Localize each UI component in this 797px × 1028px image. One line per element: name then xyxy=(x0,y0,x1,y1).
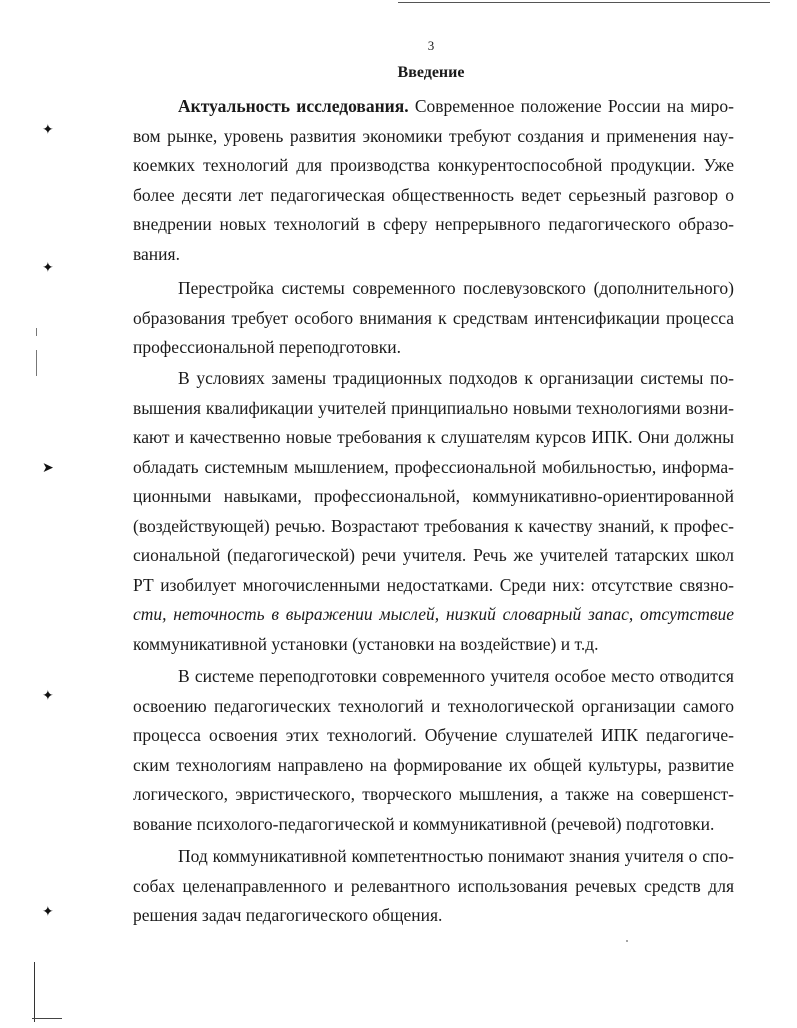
text-line: РТ изобилует многочисленными недостатками. Среди них: отсутствие связно- xyxy=(133,574,734,595)
text-line: (воздействующей) речью. Возрастают требования к качеству знаний, к профес- xyxy=(133,515,734,536)
text-line: Под коммуникативной компетентностью понимают знания учителя о спо- xyxy=(178,846,734,866)
text-line: ским технологиям направлено на формирование их общей культуры, развитие xyxy=(133,754,734,775)
text-line: коммуникативной установки (установки на воздействие) и т.д. xyxy=(133,633,599,654)
text-line: обладать системным мышлением, профессиональной мобильностью, информа- xyxy=(133,456,734,477)
text-line: решения задач педагогического общения. xyxy=(133,905,443,925)
paragraph-relevance xyxy=(133,92,734,269)
text-line: процесса освоения этих технологий. Обучение слушателей ИПК педагогиче- xyxy=(133,725,734,745)
text-line: образования требует особого внимания к средствам интенсификации процесса xyxy=(133,307,734,328)
text-line: коемких технологий для производства конкурентоспособной продукции. Уже xyxy=(133,155,734,175)
scan-edge-left xyxy=(34,962,35,1022)
scan-dust xyxy=(626,940,628,942)
text-line: сиональной (педагогической) речи учителя. Речь же учителей татарских школ xyxy=(133,545,734,565)
binding-hole-mark: ✦ xyxy=(42,905,54,920)
paragraph-competence xyxy=(133,842,734,931)
text-line: вышения квалификации учителей принципиально новыми технологиями возни- xyxy=(133,397,734,418)
text-line: внедрении новых технологий в сферу непрерывного педагогического образо- xyxy=(133,214,734,234)
text-line: Актуальность исследования. Современное положение России на миро- xyxy=(178,96,734,116)
binding-hole-mark: ✦ xyxy=(42,261,54,276)
lead-heading: Актуальность исследования. xyxy=(178,96,409,116)
text-line: В условиях замены традиционных подходов к организации системы по- xyxy=(178,368,734,388)
section-title: Введение xyxy=(397,64,465,81)
text-line: кают и качественно новые требования к слушателям курсов ИПК. Они должны xyxy=(133,427,734,447)
text-line: вование психолого-педагогической и коммуникативной (речевой) подготовки. xyxy=(133,813,715,834)
scan-edge-top xyxy=(398,2,770,3)
text-line: Перестройка системы современного послевузовского (дополнительного) xyxy=(178,278,734,298)
text-line: профессиональной переподготовки. xyxy=(133,337,402,357)
paragraph-conditions xyxy=(133,364,734,659)
scan-mark xyxy=(36,350,37,376)
paragraph-restructuring xyxy=(133,274,734,363)
text-line: ционными навыками, профессиональной, коммуникативно-ориентированной xyxy=(133,486,734,506)
page-number: 3 xyxy=(427,38,435,53)
scan-mark xyxy=(36,328,37,336)
binding-hole-mark: ➤ xyxy=(42,461,54,476)
binding-hole-mark: ✦ xyxy=(42,689,54,704)
text-line: вом рынке, уровень развития экономики требуют создания и применения нау- xyxy=(133,125,734,146)
text-line: В системе переподготовки современного учителя особое место отводится xyxy=(178,666,734,686)
paragraph-retraining xyxy=(133,662,734,839)
scan-edge-bottom-left xyxy=(32,1018,62,1019)
text-line: вания. xyxy=(133,243,180,264)
text-line: сти, неточность в выражении мыслей, низкий словарный запас, отсутствие xyxy=(133,604,734,624)
text-line: более десяти лет педагогическая общественность ведет серьезный разговор о xyxy=(133,184,734,205)
text-line: освоению педагогических технологий и технологической организации самого xyxy=(133,695,734,716)
text-line: логического, эвристического, творческого мышления, а также на совершенст- xyxy=(133,784,734,804)
text-line: собах целенаправленного и релевантного использования речевых средств для xyxy=(133,875,734,896)
binding-hole-mark: ✦ xyxy=(42,123,54,138)
